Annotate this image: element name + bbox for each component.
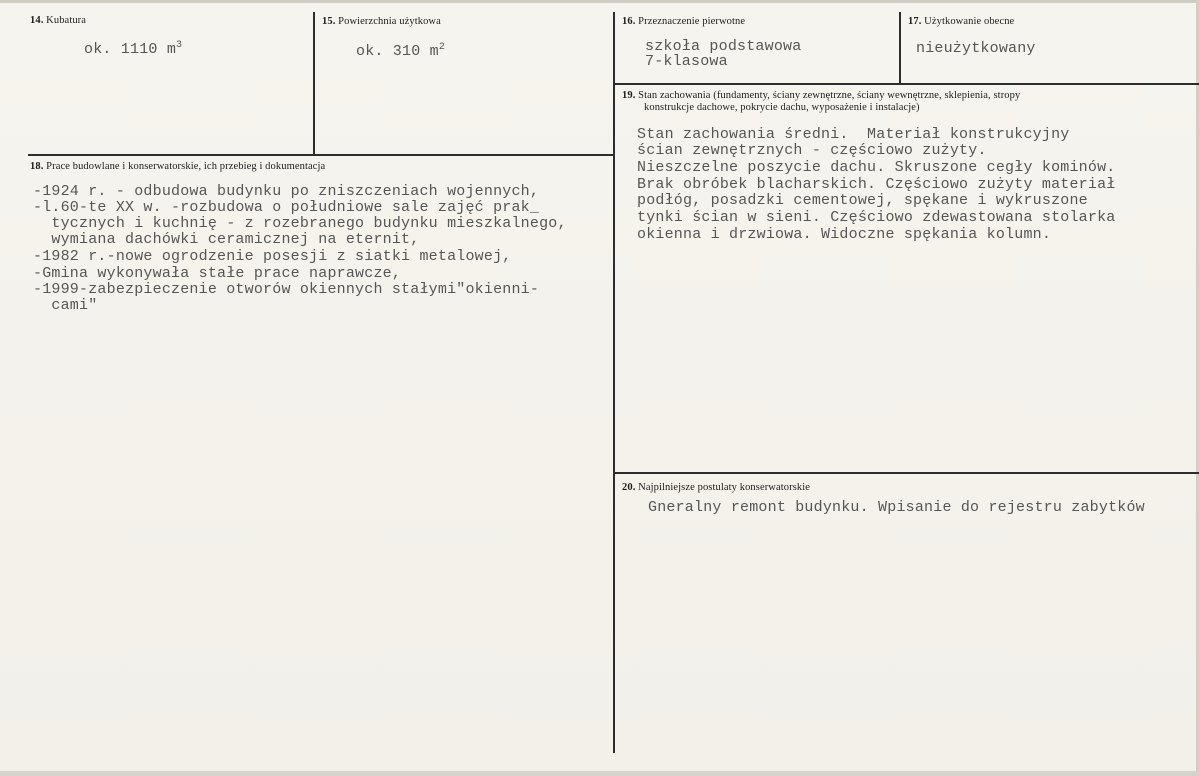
divider-v-main bbox=[613, 12, 615, 753]
field-19-line-2: ścian zewnętrznych - częściowo zużyty. bbox=[637, 142, 987, 159]
field-18-line-4: wymiana dachówki ceramicznej na eternit, bbox=[33, 231, 420, 248]
field-18-line-5: -1982 r.-nowe ogrodzenie posesji z siatki metalowej, bbox=[33, 248, 512, 265]
field-18-line-8: cami" bbox=[33, 297, 98, 314]
field-18-line-1: -1924 r. - odbudowa budynku po zniszczeniach wojennych, bbox=[33, 183, 540, 200]
field-19-line-7: okienna i drzwiowa. Widoczne spękania kolumn. bbox=[637, 226, 1052, 243]
field-19-label-cont: konstrukcje dachowe, pokrycie dachu, wyposażenie i instalacje) bbox=[644, 102, 920, 113]
paper-edge-bottom bbox=[0, 771, 1199, 776]
divider-h-left-mid bbox=[28, 154, 614, 156]
field-16-label: 16. Przeznaczenie pierwotne bbox=[622, 16, 746, 27]
field-20-value: Gneralny remont budynku. Wpisanie do rejestru zabytków bbox=[648, 499, 1145, 516]
field-17-value: nieużytkowany bbox=[916, 40, 1036, 57]
field-15-value: ok. 310 $m^2$ bbox=[356, 42, 446, 60]
field-19-line-4: Brak obróbek blacharskich. Częściowo zużyty materiał bbox=[637, 176, 1116, 193]
divider-h-top-right bbox=[614, 83, 1199, 85]
field-18-line-6: -Gmina wykonywała stałe prace naprawcze, bbox=[33, 265, 402, 282]
field-20-label: 20. Najpilniejsze postulaty konserwatorskie bbox=[622, 482, 811, 493]
field-19-line-6: tynki ścian w sieni. Częściowo zdewastowana stolarka bbox=[637, 209, 1116, 226]
field-18-line-7: -1999-zabezpieczenie otworów okiennych stałymi"okienni- bbox=[33, 281, 540, 298]
divider-v-16-17 bbox=[899, 12, 901, 84]
field-17-label: 17. Użytkowanie obecne bbox=[908, 16, 1015, 27]
field-19-label: 19. Stan zachowania (fundamenty, ściany zewnętrzne, ściany wewnętrzne, sklepienia, stropy bbox=[622, 90, 1021, 101]
divider-h-right-mid bbox=[614, 472, 1199, 474]
field-18-line-2: -l.60-te XX w. -rozbudowa o południowe sale zajęć prak_ bbox=[33, 199, 540, 216]
field-19-line-5: podłóg, posadzki cementowej, spękane i wykruszone bbox=[637, 192, 1088, 209]
field-18-label: 18. Prace budowlane i konserwatorskie, ich przebieg i dokumentacja bbox=[30, 161, 326, 172]
field-19-line-3: Nieszczelne poszycie dachu. Skruszone cegły kominów. bbox=[637, 159, 1116, 176]
field-15-label: 15. Powierzchnia użytkowa bbox=[322, 16, 441, 27]
field-18-line-3: tycznych i kuchnię - z rozebranego budynku mieszkalnego, bbox=[33, 215, 567, 232]
field-16-line-1: szkoła podstawowa bbox=[645, 38, 802, 55]
divider-v-14-15 bbox=[313, 12, 315, 155]
field-14-value: ok. 1110 $m^3$ bbox=[84, 40, 183, 58]
field-19-line-1: Stan zachowania średni. Materiał konstrukcyjny bbox=[637, 126, 1070, 143]
paper-edge-top bbox=[0, 0, 1199, 3]
field-14-label: 14. Kubatura bbox=[30, 15, 87, 26]
field-16-line-2: 7-klasowa bbox=[645, 53, 728, 70]
